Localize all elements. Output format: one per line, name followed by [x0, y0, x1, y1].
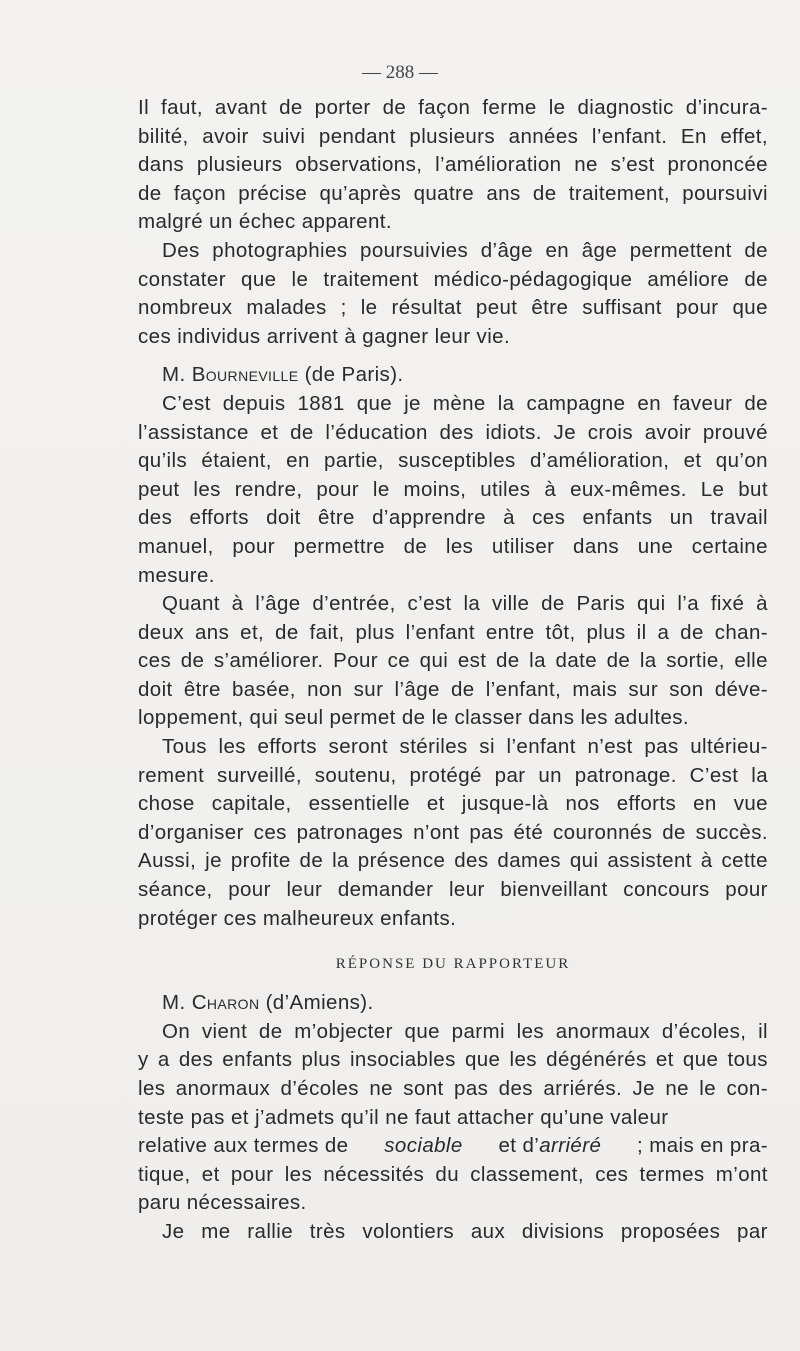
italic-term: arriéré	[539, 1134, 602, 1158]
speaker-place: (d’Amiens).	[265, 991, 374, 1015]
speaker-prefix: M.	[162, 363, 186, 387]
paragraph	[138, 1161, 768, 1218]
text-line: y a des enfants plus insociables que les dégénérés et que tous	[138, 1048, 768, 1072]
italic-term: sociable	[384, 1134, 463, 1158]
text-line: C’est depuis 1881 que je mène la campagne en faveur de	[162, 391, 768, 415]
text-line: mesure.	[138, 563, 215, 587]
text-line: Il faut, avant de porter de façon ferme le diagnostic d’incura-	[138, 96, 768, 119]
speaker-line	[138, 989, 768, 1018]
text-line: Quant à l’âge d’entrée, c’est la ville de Paris qui l’a fixé à	[162, 592, 768, 616]
text-line: rement surveillé, soutenu, protégé par un patronage. C’est la	[138, 763, 768, 787]
paragraph	[138, 1218, 768, 1247]
text-line: doit être basée, non sur l’âge de l’enfant, mais sur son déve-	[138, 677, 768, 701]
text-line: séance, pour leur demander leur bienveillant concours pour	[138, 878, 768, 902]
text-line: Des photographies poursuivies d’âge en âge permettent de	[162, 238, 768, 262]
paragraph	[138, 237, 768, 351]
text-segment: relative aux termes de	[138, 1134, 349, 1158]
speaker-prefix: M.	[162, 991, 186, 1015]
text-line: loppement, qui seul permet de le classer dans les adultes.	[138, 706, 689, 730]
text-line: malgré un échec apparent.	[138, 210, 392, 234]
text-line: chose capitale, essentielle et jusque-là nos efforts en vue	[138, 792, 768, 816]
text-line	[138, 1132, 768, 1161]
text-segment: et d’arriéré	[498, 1134, 602, 1158]
text-line: paru nécessaires.	[138, 1191, 307, 1215]
speaker-place: (de Paris).	[304, 363, 404, 387]
text-line: qu’ils étaient, en partie, susceptibles d’amélioration, et qu’on	[138, 449, 768, 473]
text-line: l’assistance et de l’éducation des idiots. Je crois avoir prouvé	[138, 420, 768, 444]
text-line: constater que le traitement médico-pédagogique améliore de	[138, 267, 768, 291]
text-line: tique, et pour les nécessités du classement, ces termes m’ont	[138, 1162, 768, 1186]
page-number: — 288 —	[362, 62, 438, 83]
speaker-line	[138, 361, 768, 390]
text-line: teste pas et j’admets qu’il ne faut attacher qu’une valeur	[138, 1105, 669, 1129]
text-line: d’organiser ces patronages n’ont pas été couronnés de succès.	[138, 820, 768, 844]
paragraph	[138, 390, 768, 590]
speaker-name: Charon	[191, 991, 260, 1015]
text-line: dans plusieurs observations, l’amélioration ne s’est prononcée	[138, 153, 768, 177]
body-text	[138, 94, 768, 1247]
text-line: nombreux malades ; le résultat peut être suffisant pour que	[138, 296, 768, 320]
text-line: des efforts doit être d’apprendre à ces enfants un travail	[138, 506, 768, 530]
text-line: ces individus arrivent à gagner leur vie.	[138, 324, 511, 348]
paragraph	[138, 590, 768, 733]
text-line: protéger ces malheureux enfants.	[138, 906, 457, 930]
text-line: bilité, avoir suivi pendant plusieurs années l’enfant. En effet,	[138, 124, 768, 148]
paragraph	[138, 1018, 768, 1132]
text-line: Tous les efforts seront stériles si l’enfant n’est pas ultérieu-	[162, 735, 768, 759]
text-line: ces de s’améliorer. Pour ce qui est de la date de la sortie, elle	[138, 649, 768, 673]
text-line: Aussi, je profite de la présence des dames qui assistent à cette	[138, 849, 768, 873]
speaker-name: Bourneville	[191, 363, 299, 387]
text-line: Je me rallie très volontiers aux divisions proposées par	[162, 1219, 768, 1243]
text-segment: ; mais en pra-	[637, 1134, 768, 1158]
text-line: de façon précise qu’après quatre ans de traitement, poursuivi	[138, 181, 768, 205]
section-heading: RÉPONSE DU RAPPORTEUR	[335, 956, 571, 973]
text-line: deux ans et, de fait, plus l’enfant entre tôt, plus il a de chan-	[138, 620, 768, 644]
text-line: manuel, pour permettre de les utiliser dans une certaine	[138, 534, 768, 558]
paragraph	[138, 733, 768, 933]
text-line: les anormaux d’écoles ne sont pas des arriérés. Je ne le con-	[138, 1077, 768, 1100]
paragraph	[138, 94, 768, 237]
text-line: peut les rendre, pour le moins, utiles à eux-mêmes. Le but	[138, 477, 768, 501]
text-line: On vient de m’objecter que parmi les anormaux d’écoles, il	[162, 1019, 768, 1043]
